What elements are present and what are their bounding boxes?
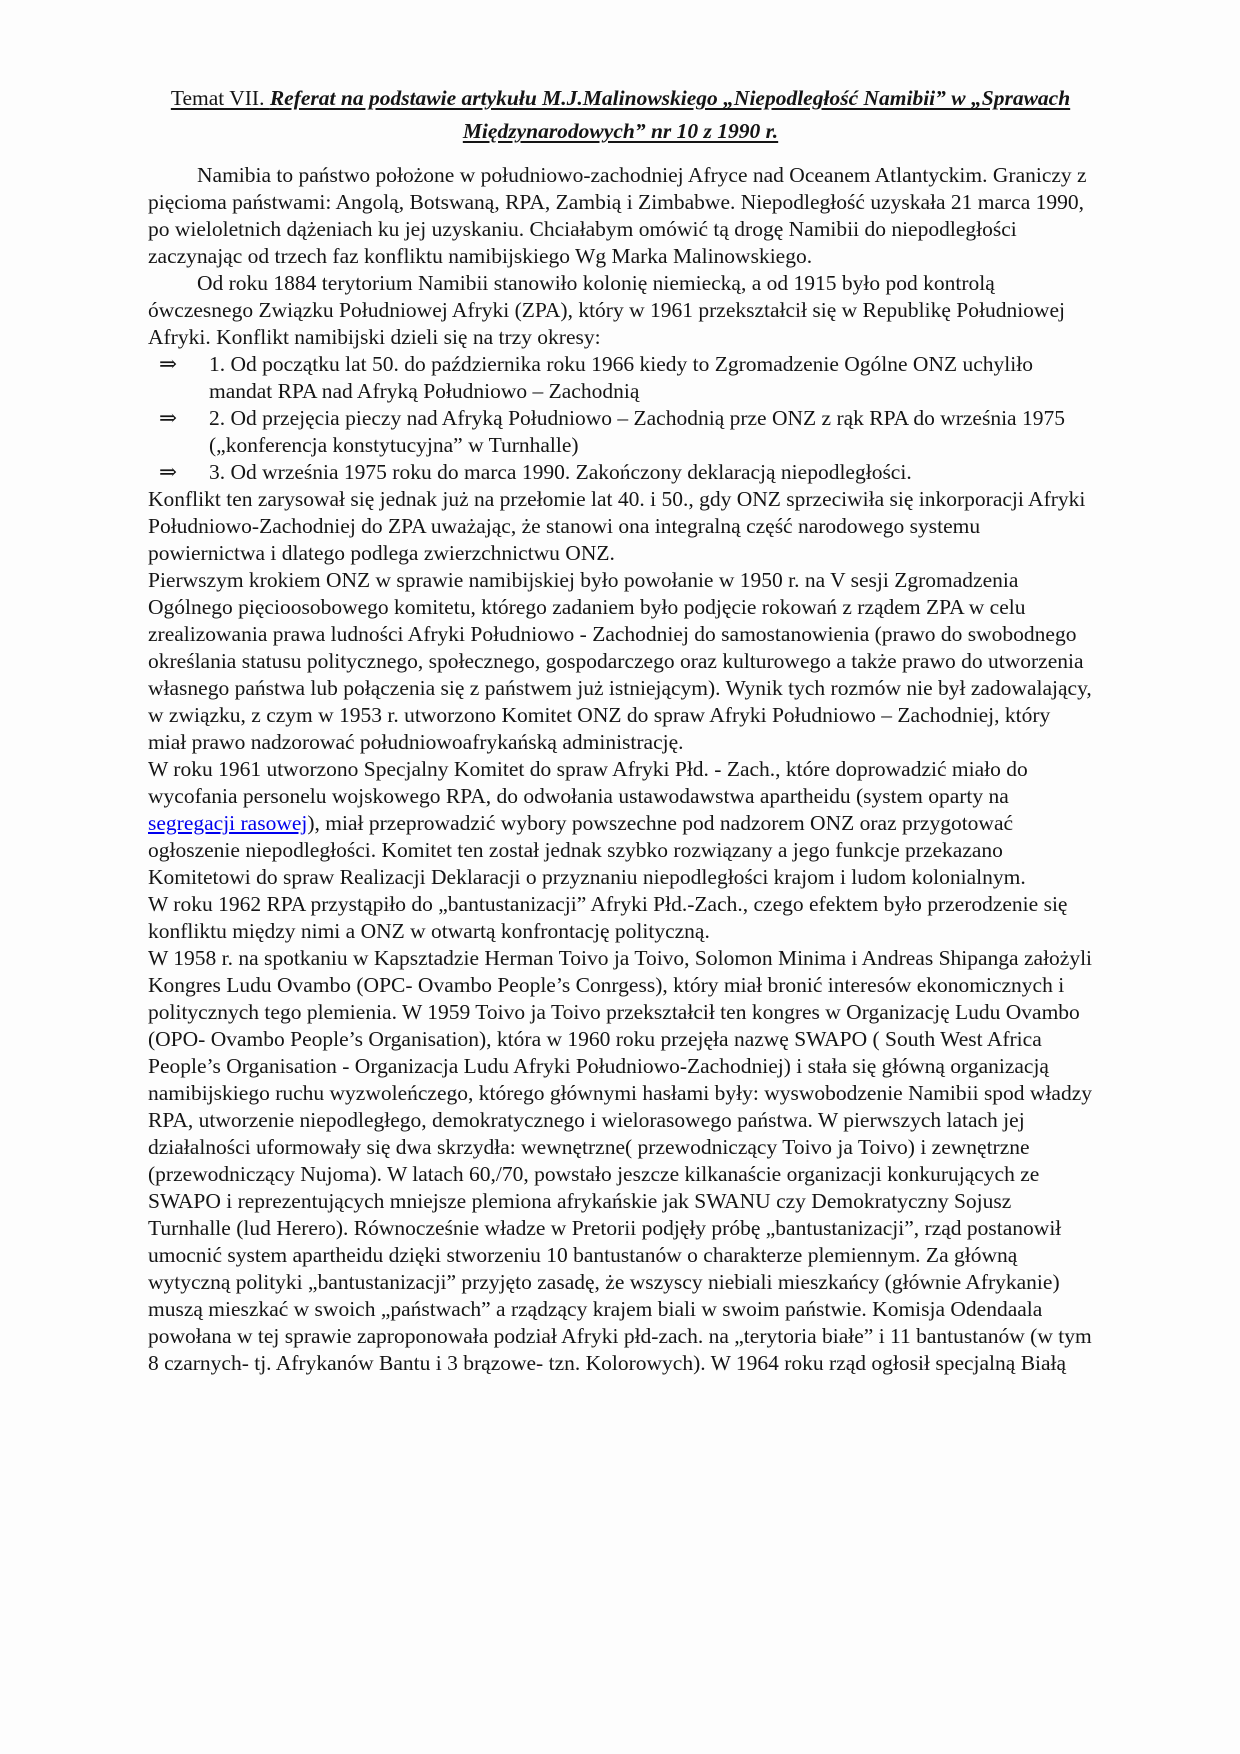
list-item <box>148 405 1093 459</box>
list-item <box>148 459 1093 486</box>
paragraph-conflict: Konflikt ten zarysował się jednak już na przełomie lat 40. i 50., gdy ONZ sprzeciwiła się inkorporacji Afryki Południowo-Zachodniej do ZPA uważając, że stanowi ona integralną część narodowego systemu powiernictwa i dlatego podlega zwierzchnictwu ONZ. <box>148 487 1086 565</box>
double-arrow-icon: ⇒ <box>159 460 178 484</box>
double-arrow-icon: ⇒ <box>159 352 178 376</box>
document-title <box>148 82 1093 148</box>
title-prefix: Temat VII. <box>170 86 270 110</box>
conflict-periods-list <box>148 351 1093 486</box>
committee-text-after-link: ), miał przeprowadzić wybory powszechne pod nadzorem ONZ oraz przygotować ogłoszenie niepodległości. Komitet ten został jednak szybko rozwiązany a jego funkcje przekazano Komitetowi do spraw Realizacji Deklaracji o przyznaniu niepodległości krajom i ludom kolonialnym. <box>148 811 1026 889</box>
list-item-text: 1. Od początku lat 50. do października roku 1966 kiedy to Zgromadzenie Ogólne ONZ uchyliło mandat RPA nad Afryką Południowo – Zachodnią <box>209 352 1033 403</box>
list-item-text: 3. Od września 1975 roku do marca 1990. Zakończony deklaracją niepodległości. <box>209 460 912 484</box>
list-item-text: 2. Od przejęcia pieczy nad Afryką Południowo – Zachodnią prze ONZ z rąk RPA do września 1975 („konferencja konstytucyjna” w Turnhalle) <box>209 406 1065 457</box>
committee-text-before-link: W roku 1961 utworzono Specjalny Komitet do spraw Afryki Płd. - Zach., które doprowadzić miało do wycofania personelu wojskowego RPA, do odwołania ustawodawstwa apartheidu (system oparty na <box>148 757 1028 808</box>
list-item <box>148 351 1093 405</box>
paragraph-history: Od roku 1884 terytorium Namibii stanowiło kolonię niemiecką, a od 1915 było pod kontrolą ówczesnego Związku Południowej Afryki (ZPA), który w 1961 przekształcił się w Republikę Południowej Afryki. Konflikt namibijski dzieli się na trzy okresy: <box>148 271 1065 349</box>
title-main: Referat na podstawie artykułu M.J.Malinowskiego „Niepodległość Namibii” w „Sprawach Międzynarodowych” nr 10 z 1990 r. <box>269 86 1071 143</box>
paragraph-swapo-history: W 1958 r. na spotkaniu w Kapsztadzie Herman Toivo ja Toivo, Solomon Minima i Andreas Shipanga założyli Kongres Ludu Ovambo (OPC- Ovambo People’s Conrgess), który miał bronić interesów ekonomicznych i politycznych tego plemienia. W 1959 Toivo ja Toivo przekształcił ten kongres w Organizację Ludu Ovambo (OPO- Ovambo People’s Organisation), która w 1960 roku przejęła nazwę SWAPO ( South West Africa People’s Organisation - Organizacja Ludu Afryki Południowo-Zachodniej) i stała się główną organizacją namibijskiego ruchu wyzwoleńczego, którego głównymi hasłami były: wyswobodzenie Namibii spod władzy RPA, utworzenie niepodległego, demokratycznego i wielorasowego państwa. W pierwszych latach jej działalności uformowały się dwa skrzydła: wewnętrzne( przewodniczący Toivo ja Toivo) i zewnętrzne (przewodniczący Nujoma). W latach 60,/70, powstało jeszcze kilkanaście organizacji konkurujących ze SWAPO i reprezentujących mniejsze plemiona afrykańskie jak SWANU czy Demokratyczny Sojusz Turnhalle (lud Herero). Równocześnie władze w Pretorii podjęły próbę „bantustanizacji”, rząd postanowił umocnić system apartheidu dzięki stworzeniu 10 bantustanów o charakterze plemiennym. Za główną wytyczną polityki „bantustanizacji” przyjęto zasadę, że wszyscy niebiali mieszkańcy (głównie Afrykanie) muszą mieszkać w swoich „państwach” a rządzący krajem biali w swoim państwie. Komisja Odendaala powołana w tej sprawie zaproponowała podział Afryki płd-zach. na „terytoria białe” i 11 bantustanów (w tym 8 czarnych- tj. Afrykanów Bantu i 3 brązowe- tzn. Kolorowych). W 1964 roku rząd ogłosił specjalną Białą <box>148 946 1093 1375</box>
racial-segregation-link[interactable]: segregacji rasowej <box>148 811 308 835</box>
paragraph-un-first-step: Pierwszym krokiem ONZ w sprawie namibijskiej było powołanie w 1950 r. na V sesji Zgromadzenia Ogólnego pięcioosobowego komitetu, którego zadaniem było podjęcie rokowań z rządem ZPA w celu zrealizowania prawa ludności Afryki Południowo - Zachodniej do samostanowienia (prawo do swobodnego określania statusu politycznego, społecznego, gospodarczego oraz kulturowego a także prawo do utworzenia własnego państwa lub połączenia się z państwem już istniejącym). Wynik tych rozmów nie był zadowalający, w związku, z czym w 1953 r. utworzono Komitet ONZ do spraw Afryki Południowo – Zachodniej, który miał prawo nadzorować południowoafrykańską administrację. <box>148 568 1092 754</box>
paragraph-bantustanization: W roku 1962 RPA przystąpiło do „bantustanizacji” Afryki Płd.-Zach., czego efektem było przerodzenie się konfliktu między nimi a ONZ w otwartą konfrontację polityczną. <box>148 892 1068 943</box>
paragraph-special-committee <box>148 756 1093 891</box>
double-arrow-icon: ⇒ <box>159 406 178 430</box>
paragraph-intro: Namibia to państwo położone w południowo-zachodniej Afryce nad Oceanem Atlantyckim. Graniczy z pięcioma państwami: Angolą, Botswaną, RPA, Zambią i Zimbabwe. Niepodległość uzyskała 21 marca 1990, po wieloletnich dążeniach ku jej uzyskaniu. Chciałabym omówić tą drogę Namibii do niepodległości zaczynając od trzech faz konfliktu namibijskiego Wg Marka Malinowskiego. <box>148 163 1087 268</box>
